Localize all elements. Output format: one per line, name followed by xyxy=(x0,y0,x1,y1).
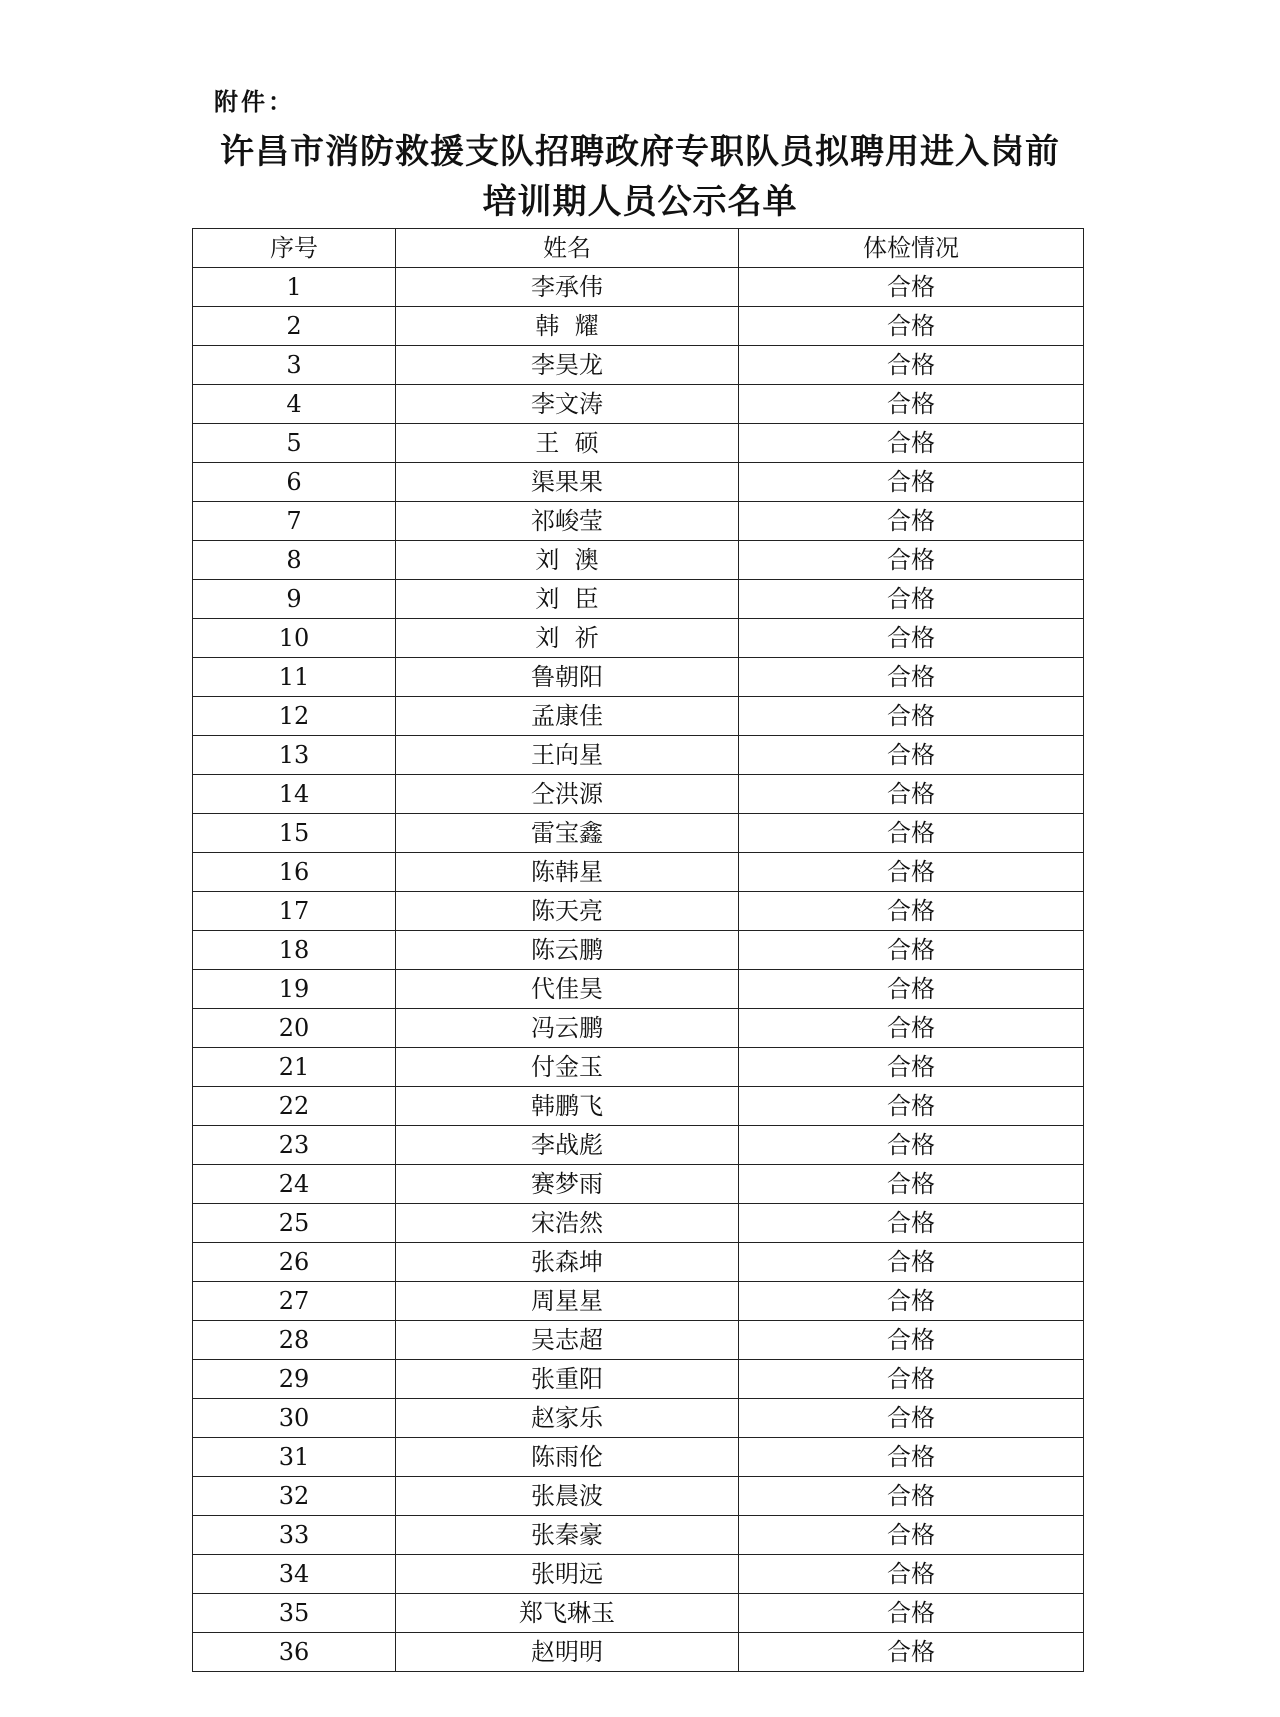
table-row xyxy=(193,502,1084,541)
cell-index: 12 xyxy=(193,697,396,736)
cell-exam-status: 合格 xyxy=(739,1321,1084,1360)
table-row xyxy=(193,307,1084,346)
table-row xyxy=(193,775,1084,814)
cell-exam-status: 合格 xyxy=(739,1477,1084,1516)
table-row xyxy=(193,541,1084,580)
cell-exam-status: 合格 xyxy=(739,1633,1084,1672)
cell-name: 李文涛 xyxy=(396,385,739,424)
cell-index: 5 xyxy=(193,424,396,463)
cell-index: 24 xyxy=(193,1165,396,1204)
cell-exam-status: 合格 xyxy=(739,346,1084,385)
cell-name: 韩鹏飞 xyxy=(396,1087,739,1126)
table-header-row xyxy=(193,229,1084,268)
cell-index: 7 xyxy=(193,502,396,541)
table-row xyxy=(193,580,1084,619)
header-name: 姓名 xyxy=(396,229,739,268)
cell-index: 33 xyxy=(193,1516,396,1555)
table-row xyxy=(193,346,1084,385)
cell-exam-status: 合格 xyxy=(739,580,1084,619)
table-row xyxy=(193,463,1084,502)
cell-name: 张秦豪 xyxy=(396,1516,739,1555)
cell-index: 27 xyxy=(193,1282,396,1321)
cell-exam-status: 合格 xyxy=(739,1399,1084,1438)
cell-name: 赵家乐 xyxy=(396,1399,739,1438)
table-row xyxy=(193,1438,1084,1477)
cell-exam-status: 合格 xyxy=(739,541,1084,580)
table-row xyxy=(193,1204,1084,1243)
table-row xyxy=(193,1594,1084,1633)
table-row xyxy=(193,1399,1084,1438)
cell-index: 14 xyxy=(193,775,396,814)
cell-exam-status: 合格 xyxy=(739,1165,1084,1204)
cell-exam-status: 合格 xyxy=(739,1438,1084,1477)
cell-name: 仝洪源 xyxy=(396,775,739,814)
table-row xyxy=(193,1243,1084,1282)
cell-exam-status: 合格 xyxy=(739,1048,1084,1087)
cell-exam-status: 合格 xyxy=(739,658,1084,697)
cell-name: 付金玉 xyxy=(396,1048,739,1087)
cell-name: 代佳昊 xyxy=(396,970,739,1009)
cell-index: 30 xyxy=(193,1399,396,1438)
attachment-label: 附件： xyxy=(214,88,295,116)
cell-exam-status: 合格 xyxy=(739,1516,1084,1555)
cell-name: 刘 臣 xyxy=(396,580,739,619)
table-row xyxy=(193,385,1084,424)
cell-name: 张明远 xyxy=(396,1555,739,1594)
cell-index: 16 xyxy=(193,853,396,892)
cell-exam-status: 合格 xyxy=(739,307,1084,346)
table-row xyxy=(193,1087,1084,1126)
cell-name: 雷宝鑫 xyxy=(396,814,739,853)
cell-exam-status: 合格 xyxy=(739,1360,1084,1399)
table-row xyxy=(193,424,1084,463)
cell-name: 吴志超 xyxy=(396,1321,739,1360)
cell-exam-status: 合格 xyxy=(739,1243,1084,1282)
cell-name: 冯云鹏 xyxy=(396,1009,739,1048)
cell-exam-status: 合格 xyxy=(739,1282,1084,1321)
cell-index: 18 xyxy=(193,931,396,970)
cell-name: 渠果果 xyxy=(396,463,739,502)
cell-exam-status: 合格 xyxy=(739,1009,1084,1048)
cell-index: 21 xyxy=(193,1048,396,1087)
cell-exam-status: 合格 xyxy=(739,385,1084,424)
table-row xyxy=(193,931,1084,970)
cell-name: 王向星 xyxy=(396,736,739,775)
table-row xyxy=(193,1516,1084,1555)
table-row xyxy=(193,736,1084,775)
cell-name: 宋浩然 xyxy=(396,1204,739,1243)
cell-name: 李战彪 xyxy=(396,1126,739,1165)
cell-name: 刘 祈 xyxy=(396,619,739,658)
cell-index: 17 xyxy=(193,892,396,931)
cell-name: 张重阳 xyxy=(396,1360,739,1399)
cell-exam-status: 合格 xyxy=(739,1087,1084,1126)
table-row xyxy=(193,658,1084,697)
cell-index: 34 xyxy=(193,1555,396,1594)
cell-name: 陈雨伦 xyxy=(396,1438,739,1477)
cell-exam-status: 合格 xyxy=(739,970,1084,1009)
cell-index: 2 xyxy=(193,307,396,346)
cell-index: 15 xyxy=(193,814,396,853)
cell-index: 8 xyxy=(193,541,396,580)
table-row xyxy=(193,268,1084,307)
cell-name: 张晨波 xyxy=(396,1477,739,1516)
page-title-line-1: 许昌市消防救援支队招聘政府专职队员拟聘用进入岗前 xyxy=(220,132,1060,172)
table-row xyxy=(193,1282,1084,1321)
table-row xyxy=(193,892,1084,931)
header-exam-status: 体检情况 xyxy=(739,229,1084,268)
table-row xyxy=(193,1009,1084,1048)
cell-name: 刘 澳 xyxy=(396,541,739,580)
cell-exam-status: 合格 xyxy=(739,619,1084,658)
cell-index: 13 xyxy=(193,736,396,775)
cell-name: 陈云鹏 xyxy=(396,931,739,970)
cell-name: 祁峻莹 xyxy=(396,502,739,541)
cell-index: 4 xyxy=(193,385,396,424)
cell-name: 李昊龙 xyxy=(396,346,739,385)
cell-index: 35 xyxy=(193,1594,396,1633)
cell-index: 19 xyxy=(193,970,396,1009)
cell-index: 6 xyxy=(193,463,396,502)
cell-index: 36 xyxy=(193,1633,396,1672)
cell-exam-status: 合格 xyxy=(739,463,1084,502)
cell-index: 10 xyxy=(193,619,396,658)
cell-name: 韩 耀 xyxy=(396,307,739,346)
cell-name: 鲁朝阳 xyxy=(396,658,739,697)
cell-index: 20 xyxy=(193,1009,396,1048)
table-row xyxy=(193,619,1084,658)
table-row xyxy=(193,970,1084,1009)
cell-exam-status: 合格 xyxy=(739,1204,1084,1243)
cell-index: 28 xyxy=(193,1321,396,1360)
table-row xyxy=(193,1633,1084,1672)
cell-exam-status: 合格 xyxy=(739,268,1084,307)
cell-index: 29 xyxy=(193,1360,396,1399)
cell-exam-status: 合格 xyxy=(739,931,1084,970)
cell-exam-status: 合格 xyxy=(739,424,1084,463)
cell-name: 赛梦雨 xyxy=(396,1165,739,1204)
table-row xyxy=(193,1321,1084,1360)
cell-name: 郑飞琳玉 xyxy=(396,1594,739,1633)
cell-name: 孟康佳 xyxy=(396,697,739,736)
cell-exam-status: 合格 xyxy=(739,892,1084,931)
roster-table xyxy=(192,228,1084,1672)
table-row xyxy=(193,697,1084,736)
cell-exam-status: 合格 xyxy=(739,1594,1084,1633)
cell-index: 22 xyxy=(193,1087,396,1126)
cell-index: 25 xyxy=(193,1204,396,1243)
cell-exam-status: 合格 xyxy=(739,697,1084,736)
cell-exam-status: 合格 xyxy=(739,736,1084,775)
table-row xyxy=(193,1048,1084,1087)
cell-exam-status: 合格 xyxy=(739,1126,1084,1165)
cell-index: 9 xyxy=(193,580,396,619)
table-row xyxy=(193,814,1084,853)
page-title-line-2: 培训期人员公示名单 xyxy=(482,182,798,222)
cell-index: 31 xyxy=(193,1438,396,1477)
cell-index: 1 xyxy=(193,268,396,307)
cell-name: 李承伟 xyxy=(396,268,739,307)
cell-name: 陈韩星 xyxy=(396,853,739,892)
cell-exam-status: 合格 xyxy=(739,775,1084,814)
cell-index: 32 xyxy=(193,1477,396,1516)
cell-name: 王 硕 xyxy=(396,424,739,463)
cell-index: 11 xyxy=(193,658,396,697)
table-row xyxy=(193,1126,1084,1165)
cell-exam-status: 合格 xyxy=(739,814,1084,853)
cell-index: 3 xyxy=(193,346,396,385)
table-row xyxy=(193,1360,1084,1399)
cell-index: 23 xyxy=(193,1126,396,1165)
table-row xyxy=(193,853,1084,892)
cell-exam-status: 合格 xyxy=(739,1555,1084,1594)
header-index: 序号 xyxy=(193,229,396,268)
table-row xyxy=(193,1165,1084,1204)
cell-exam-status: 合格 xyxy=(739,502,1084,541)
table-row xyxy=(193,1555,1084,1594)
cell-name: 赵明明 xyxy=(396,1633,739,1672)
cell-name: 张森坤 xyxy=(396,1243,739,1282)
cell-name: 陈天亮 xyxy=(396,892,739,931)
cell-index: 26 xyxy=(193,1243,396,1282)
table-row xyxy=(193,1477,1084,1516)
cell-name: 周星星 xyxy=(396,1282,739,1321)
cell-exam-status: 合格 xyxy=(739,853,1084,892)
